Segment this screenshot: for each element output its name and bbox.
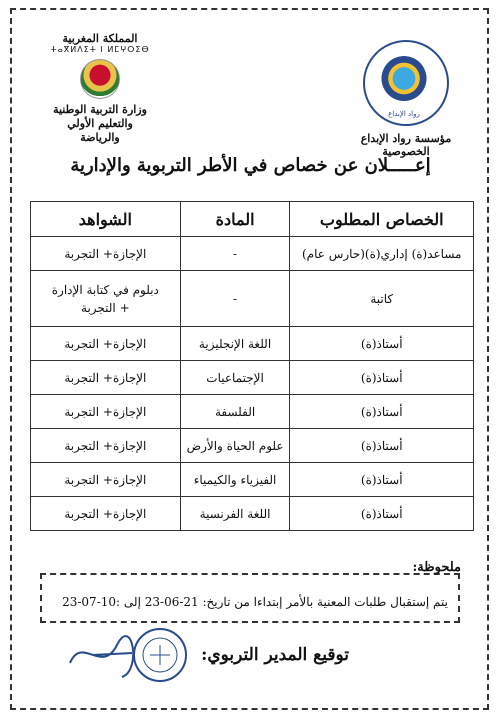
cell-cert: الإجازة+ التجربة — [31, 327, 181, 361]
cell-cert-line-1: دبلوم في كتابة الإدارة — [51, 282, 159, 297]
director-stamp-icon — [62, 625, 192, 685]
foundation-logo-icon — [363, 40, 449, 126]
table-header-row — [31, 202, 474, 237]
note-box — [40, 573, 460, 623]
cell-cert — [31, 271, 181, 327]
ministry-name-line-1: وزارة التربية الوطنية — [53, 103, 147, 116]
cell-subject: علوم الحياة والأرض — [180, 429, 290, 463]
ministry-header — [40, 32, 160, 145]
cell-cert: الإجازة+ التجربة — [31, 429, 181, 463]
cell-post: كاتبة — [290, 271, 474, 327]
table-row — [31, 271, 474, 327]
cell-cert: الإجازة+ التجربة — [31, 395, 181, 429]
table-row — [31, 395, 474, 429]
cell-subject: - — [180, 237, 290, 271]
header-post: الخصاص المطلوب — [290, 202, 474, 237]
cell-cert: الإجازة+ التجربة — [31, 361, 181, 395]
cell-post: أستاذ(ة) — [290, 463, 474, 497]
cell-post: مساعد(ة) إداري(ة)(حارس عام) — [290, 237, 474, 271]
cell-cert: الإجازة+ التجربة — [31, 463, 181, 497]
foundation-name: مؤسسة رواد الإبداع الخصوصية — [360, 132, 452, 158]
table-row — [31, 361, 474, 395]
note-text: يتم إستقبال طلبات المعنية بالأمر إبتداءا من تاريخ: 21-06-23 إلى :10-07-23 — [62, 595, 448, 609]
cell-subject: الفيزياء والكيمياء — [180, 463, 290, 497]
signature-label: توقيع المدير التربوي: — [201, 645, 349, 665]
cell-cert: الإجازة+ التجربة — [31, 237, 181, 271]
kingdom-name-tifinagh: ⵜⴰⴳⵍⴷⵉⵜ ⵏ ⵍⵎⵖⵔⵉⴱ — [50, 45, 150, 54]
cell-subject: اللغة الإنجليزية — [180, 327, 290, 361]
announcement-title: إعـــــلان عن خصاص في الأطر التربوية والإدارية — [70, 155, 431, 176]
table-row — [31, 497, 474, 531]
header-certificates: الشواهد — [31, 202, 181, 237]
ministry-name-line-3: والرياضة — [80, 131, 120, 144]
vacancies-table — [30, 201, 474, 531]
table-row — [31, 429, 474, 463]
kingdom-name: المملكة المغربية — [62, 32, 138, 45]
table-row — [31, 237, 474, 271]
table-row — [31, 327, 474, 361]
cell-subject: الفلسفة — [180, 395, 290, 429]
cell-subject: اللغة الفرنسية — [180, 497, 290, 531]
table-row — [31, 463, 474, 497]
cell-post: أستاذ(ة) — [290, 429, 474, 463]
cell-post: أستاذ(ة) — [290, 361, 474, 395]
cell-post: أستاذ(ة) — [290, 395, 474, 429]
foundation-logo-text: رواد الإبداع — [388, 110, 420, 118]
foundation-header — [341, 40, 471, 158]
cell-cert: الإجازة+ التجربة — [31, 497, 181, 531]
ministry-name-line-2: والتعليم الأولي — [67, 117, 133, 130]
note-label: ملحوظة: — [412, 560, 461, 575]
cell-subject: الإجتماعيات — [180, 361, 290, 395]
cell-post: أستاذ(ة) — [290, 497, 474, 531]
cell-subject: - — [180, 271, 290, 327]
royal-emblem-icon — [80, 59, 120, 99]
cell-cert-line-2: + التجربة — [81, 300, 130, 315]
header-subject: المادة — [180, 202, 290, 237]
cell-post: أستاذ(ة) — [290, 327, 474, 361]
